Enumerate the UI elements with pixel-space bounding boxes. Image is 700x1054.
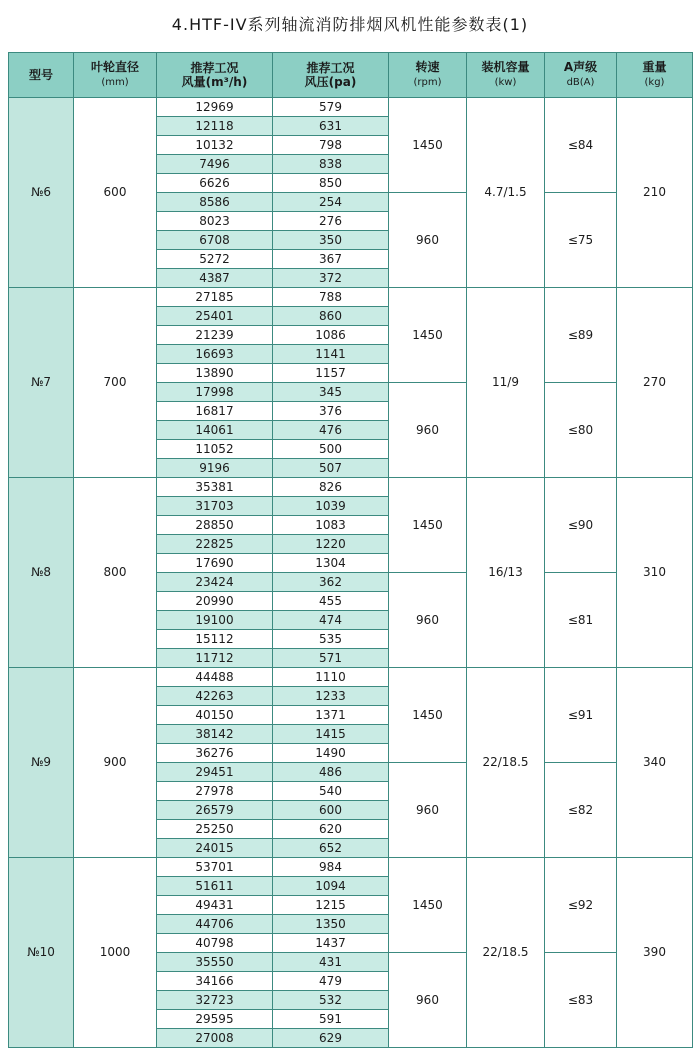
airflow-cell: 17690 <box>157 554 273 573</box>
power-cell: 16/13 <box>467 478 545 668</box>
impeller-diameter-cell: 700 <box>74 288 157 478</box>
airflow-cell: 22825 <box>157 535 273 554</box>
airflow-cell: 38142 <box>157 725 273 744</box>
airflow-cell: 25401 <box>157 307 273 326</box>
airflow-cell: 34166 <box>157 972 273 991</box>
speed-cell: 1450 <box>389 858 467 953</box>
airflow-cell: 12969 <box>157 98 273 117</box>
pressure-cell: 476 <box>273 421 389 440</box>
pressure-cell: 850 <box>273 174 389 193</box>
noise-cell: ≤91 <box>545 668 617 763</box>
header-airflow: 推荐工况 风量(m³/h) <box>157 53 273 98</box>
pressure-cell: 535 <box>273 630 389 649</box>
airflow-cell: 8023 <box>157 212 273 231</box>
model-cell: №7 <box>9 288 74 478</box>
speed-cell: 960 <box>389 383 467 478</box>
pressure-cell: 1220 <box>273 535 389 554</box>
pressure-cell: 372 <box>273 269 389 288</box>
pressure-cell: 455 <box>273 592 389 611</box>
airflow-cell: 8586 <box>157 193 273 212</box>
noise-cell: ≤80 <box>545 383 617 478</box>
pressure-cell: 362 <box>273 573 389 592</box>
speed-cell: 1450 <box>389 98 467 193</box>
model-cell: №9 <box>9 668 74 858</box>
airflow-cell: 16693 <box>157 345 273 364</box>
power-cell: 22/18.5 <box>467 668 545 858</box>
impeller-diameter-cell: 800 <box>74 478 157 668</box>
performance-table <box>8 52 693 1048</box>
header-power: 装机容量 (kw) <box>467 53 545 98</box>
airflow-cell: 16817 <box>157 402 273 421</box>
pressure-cell: 788 <box>273 288 389 307</box>
pressure-cell: 1086 <box>273 326 389 345</box>
airflow-cell: 51611 <box>157 877 273 896</box>
airflow-cell: 21239 <box>157 326 273 345</box>
airflow-cell: 7496 <box>157 155 273 174</box>
pressure-cell: 345 <box>273 383 389 402</box>
pressure-cell: 652 <box>273 839 389 858</box>
pressure-cell: 1490 <box>273 744 389 763</box>
pressure-cell: 1141 <box>273 345 389 364</box>
airflow-cell: 14061 <box>157 421 273 440</box>
airflow-cell: 53701 <box>157 858 273 877</box>
airflow-cell: 12118 <box>157 117 273 136</box>
pressure-cell: 500 <box>273 440 389 459</box>
airflow-cell: 31703 <box>157 497 273 516</box>
header-pressure: 推荐工况 风压(pa) <box>273 53 389 98</box>
speed-cell: 1450 <box>389 668 467 763</box>
pressure-cell: 474 <box>273 611 389 630</box>
pressure-cell: 984 <box>273 858 389 877</box>
table-row <box>9 288 693 307</box>
pressure-cell: 350 <box>273 231 389 250</box>
speed-cell: 960 <box>389 193 467 288</box>
pressure-cell: 1094 <box>273 877 389 896</box>
pressure-cell: 620 <box>273 820 389 839</box>
airflow-cell: 40150 <box>157 706 273 725</box>
header-speed: 转速 (rpm) <box>389 53 467 98</box>
noise-cell: ≤89 <box>545 288 617 383</box>
pressure-cell: 1304 <box>273 554 389 573</box>
pressure-cell: 431 <box>273 953 389 972</box>
pressure-cell: 1371 <box>273 706 389 725</box>
speed-cell: 1450 <box>389 288 467 383</box>
airflow-cell: 35550 <box>157 953 273 972</box>
pressure-cell: 1157 <box>273 364 389 383</box>
airflow-cell: 36276 <box>157 744 273 763</box>
airflow-cell: 35381 <box>157 478 273 497</box>
weight-cell: 270 <box>617 288 693 478</box>
table-row <box>9 668 693 687</box>
airflow-cell: 4387 <box>157 269 273 288</box>
table-row <box>9 98 693 117</box>
model-cell: №8 <box>9 478 74 668</box>
pressure-cell: 1415 <box>273 725 389 744</box>
airflow-cell: 17998 <box>157 383 273 402</box>
header-noise: A声级 dB(A) <box>545 53 617 98</box>
power-cell: 4.7/1.5 <box>467 98 545 288</box>
weight-cell: 310 <box>617 478 693 668</box>
airflow-cell: 10132 <box>157 136 273 155</box>
pressure-cell: 631 <box>273 117 389 136</box>
airflow-cell: 27978 <box>157 782 273 801</box>
airflow-cell: 9196 <box>157 459 273 478</box>
speed-cell: 960 <box>389 763 467 858</box>
pressure-cell: 579 <box>273 98 389 117</box>
pressure-cell: 1083 <box>273 516 389 535</box>
pressure-cell: 1233 <box>273 687 389 706</box>
pressure-cell: 532 <box>273 991 389 1010</box>
pressure-cell: 376 <box>273 402 389 421</box>
pressure-cell: 1350 <box>273 915 389 934</box>
airflow-cell: 24015 <box>157 839 273 858</box>
noise-cell: ≤81 <box>545 573 617 668</box>
airflow-cell: 44706 <box>157 915 273 934</box>
weight-cell: 340 <box>617 668 693 858</box>
noise-cell: ≤83 <box>545 953 617 1048</box>
pressure-cell: 479 <box>273 972 389 991</box>
weight-cell: 210 <box>617 98 693 288</box>
airflow-cell: 44488 <box>157 668 273 687</box>
airflow-cell: 11052 <box>157 440 273 459</box>
page-title: 4.HTF-IV系列轴流消防排烟风机性能参数表(1) <box>171 15 529 34</box>
pressure-cell: 600 <box>273 801 389 820</box>
airflow-cell: 49431 <box>157 896 273 915</box>
pressure-cell: 1437 <box>273 934 389 953</box>
pressure-cell: 367 <box>273 250 389 269</box>
airflow-cell: 25250 <box>157 820 273 839</box>
pressure-cell: 629 <box>273 1029 389 1048</box>
airflow-cell: 29451 <box>157 763 273 782</box>
impeller-diameter-cell: 1000 <box>74 858 157 1048</box>
airflow-cell: 6626 <box>157 174 273 193</box>
speed-cell: 960 <box>389 953 467 1048</box>
airflow-cell: 28850 <box>157 516 273 535</box>
impeller-diameter-cell: 900 <box>74 668 157 858</box>
noise-cell: ≤84 <box>545 98 617 193</box>
pressure-cell: 540 <box>273 782 389 801</box>
power-cell: 22/18.5 <box>467 858 545 1048</box>
power-cell: 11/9 <box>467 288 545 478</box>
table-row <box>9 478 693 497</box>
airflow-cell: 15112 <box>157 630 273 649</box>
weight-cell: 390 <box>617 858 693 1048</box>
airflow-cell: 32723 <box>157 991 273 1010</box>
pressure-cell: 1110 <box>273 668 389 687</box>
airflow-cell: 23424 <box>157 573 273 592</box>
pressure-cell: 591 <box>273 1010 389 1029</box>
airflow-cell: 27008 <box>157 1029 273 1048</box>
header-model: 型号 <box>9 53 74 98</box>
airflow-cell: 26579 <box>157 801 273 820</box>
pressure-cell: 254 <box>273 193 389 212</box>
speed-cell: 960 <box>389 573 467 668</box>
pressure-cell: 507 <box>273 459 389 478</box>
pressure-cell: 571 <box>273 649 389 668</box>
pressure-cell: 486 <box>273 763 389 782</box>
pressure-cell: 1039 <box>273 497 389 516</box>
model-cell: №10 <box>9 858 74 1048</box>
airflow-cell: 19100 <box>157 611 273 630</box>
pressure-cell: 276 <box>273 212 389 231</box>
noise-cell: ≤82 <box>545 763 617 858</box>
pressure-cell: 1215 <box>273 896 389 915</box>
airflow-cell: 13890 <box>157 364 273 383</box>
airflow-cell: 11712 <box>157 649 273 668</box>
pressure-cell: 838 <box>273 155 389 174</box>
airflow-cell: 42263 <box>157 687 273 706</box>
airflow-cell: 40798 <box>157 934 273 953</box>
noise-cell: ≤90 <box>545 478 617 573</box>
header-weight: 重量 (kg) <box>617 53 693 98</box>
impeller-diameter-cell: 600 <box>74 98 157 288</box>
noise-cell: ≤75 <box>545 193 617 288</box>
pressure-cell: 860 <box>273 307 389 326</box>
airflow-cell: 29595 <box>157 1010 273 1029</box>
airflow-cell: 6708 <box>157 231 273 250</box>
noise-cell: ≤92 <box>545 858 617 953</box>
model-cell: №6 <box>9 98 74 288</box>
table-row <box>9 858 693 877</box>
pressure-cell: 798 <box>273 136 389 155</box>
airflow-cell: 27185 <box>157 288 273 307</box>
header-row <box>9 53 693 98</box>
pressure-cell: 826 <box>273 478 389 497</box>
airflow-cell: 5272 <box>157 250 273 269</box>
header-impeller: 叶轮直径 (mm) <box>74 53 157 98</box>
airflow-cell: 20990 <box>157 592 273 611</box>
speed-cell: 1450 <box>389 478 467 573</box>
